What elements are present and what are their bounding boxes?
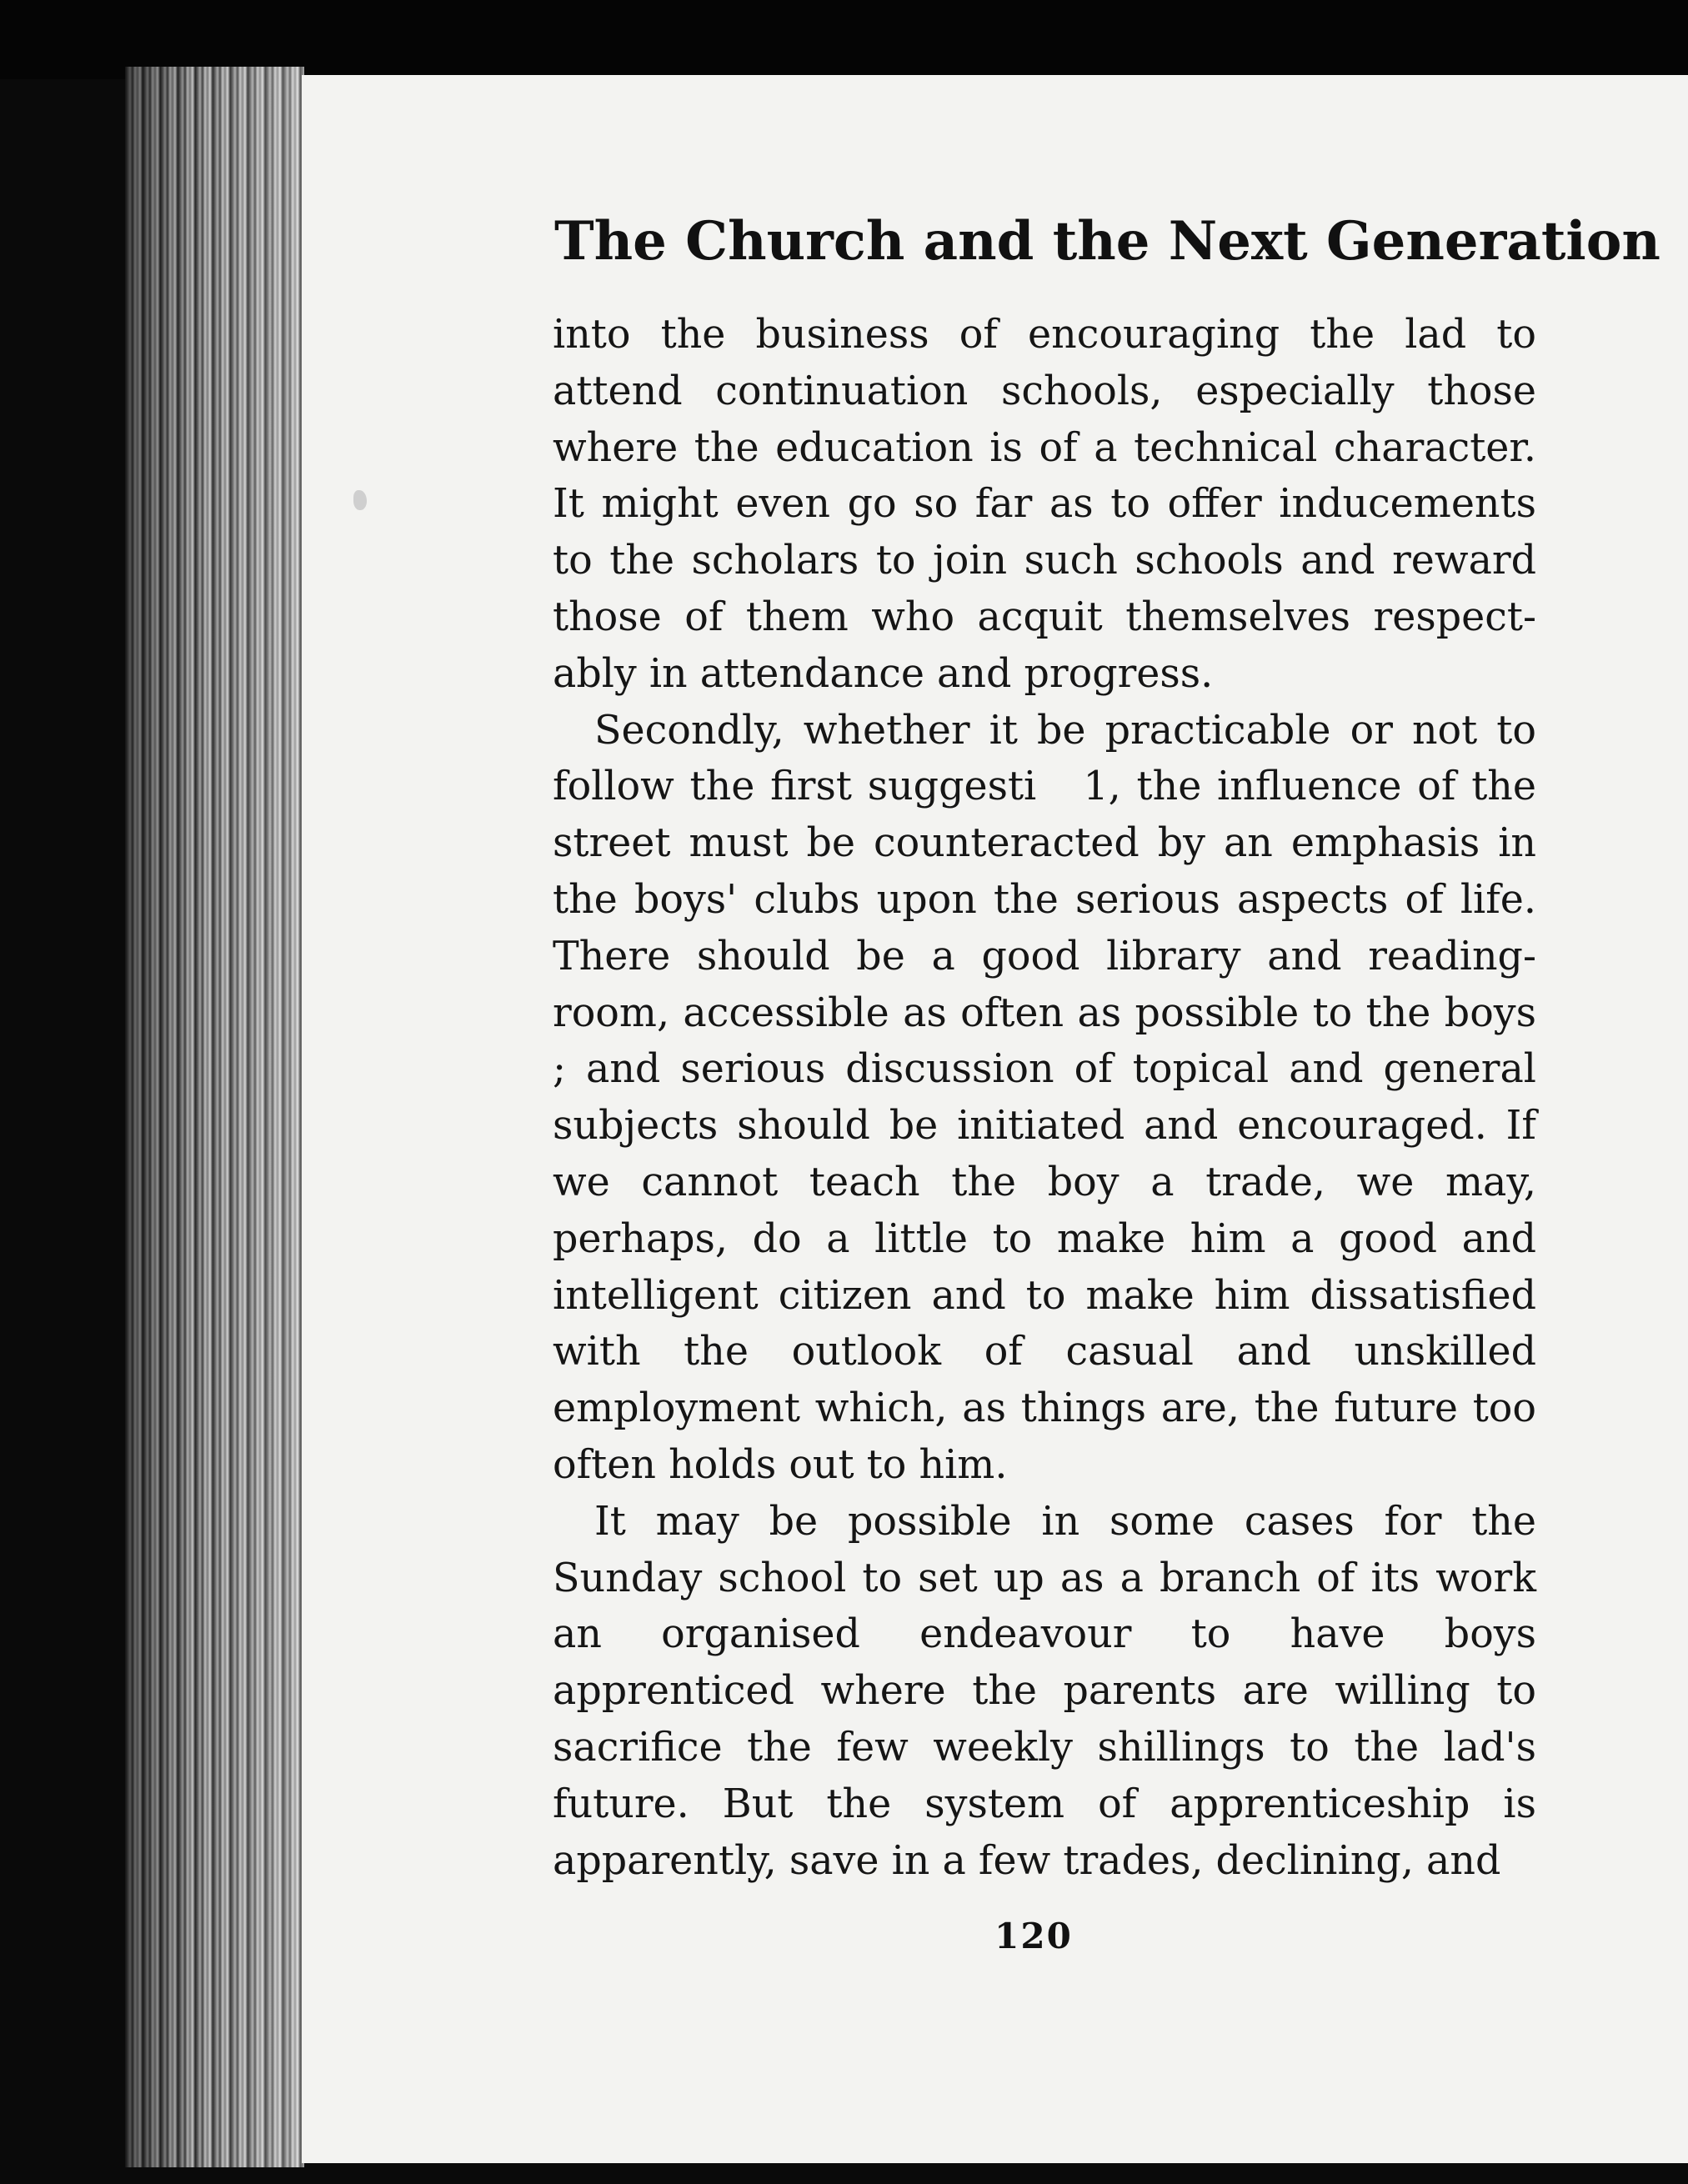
running-head: The Church and the Next Generation [554, 210, 1660, 273]
page-number: 120 [994, 1916, 1073, 1956]
page-edges [125, 67, 304, 2167]
paragraph-continuation: into the business of encouraging the lad to attend continuation schools, especially those where the education is of a technical character. It might even go so far as to offer inducements to the scholars to join such schools and reward those of them who acquit themselves respect- ably in attendance and progress. [553, 312, 1536, 697]
ink-blot [353, 490, 367, 510]
body-text [553, 307, 1536, 1889]
paragraph: It may be possible in some cases for the Sunday school to set up as a branch of its work an organised endeavour to have boys apprenticed where the parents are willing to sacrifice the few weekly shillings to the lad's future. But the system of apprenticeship is apparently, save in a few trades, declining, and [553, 1498, 1536, 1884]
paragraph: Secondly, whether it be practicable or not to follow the first suggesti 1, the influence of the street must be counteracted by an emphasis in the boys' clubs upon the serious aspects of life. There should be a good library and reading-room, accessible as often as possible to the boys ; and serious discussion of topical and general subjects should be initiated and encouraged. If we cannot teach the boy a trade, we may, perhaps, do a little to make him a good and intelligent citizen and to make him dissatisfied with the outlook of casual and unskilled employment which, as things are, the future too often holds out to him. [553, 707, 1536, 1488]
